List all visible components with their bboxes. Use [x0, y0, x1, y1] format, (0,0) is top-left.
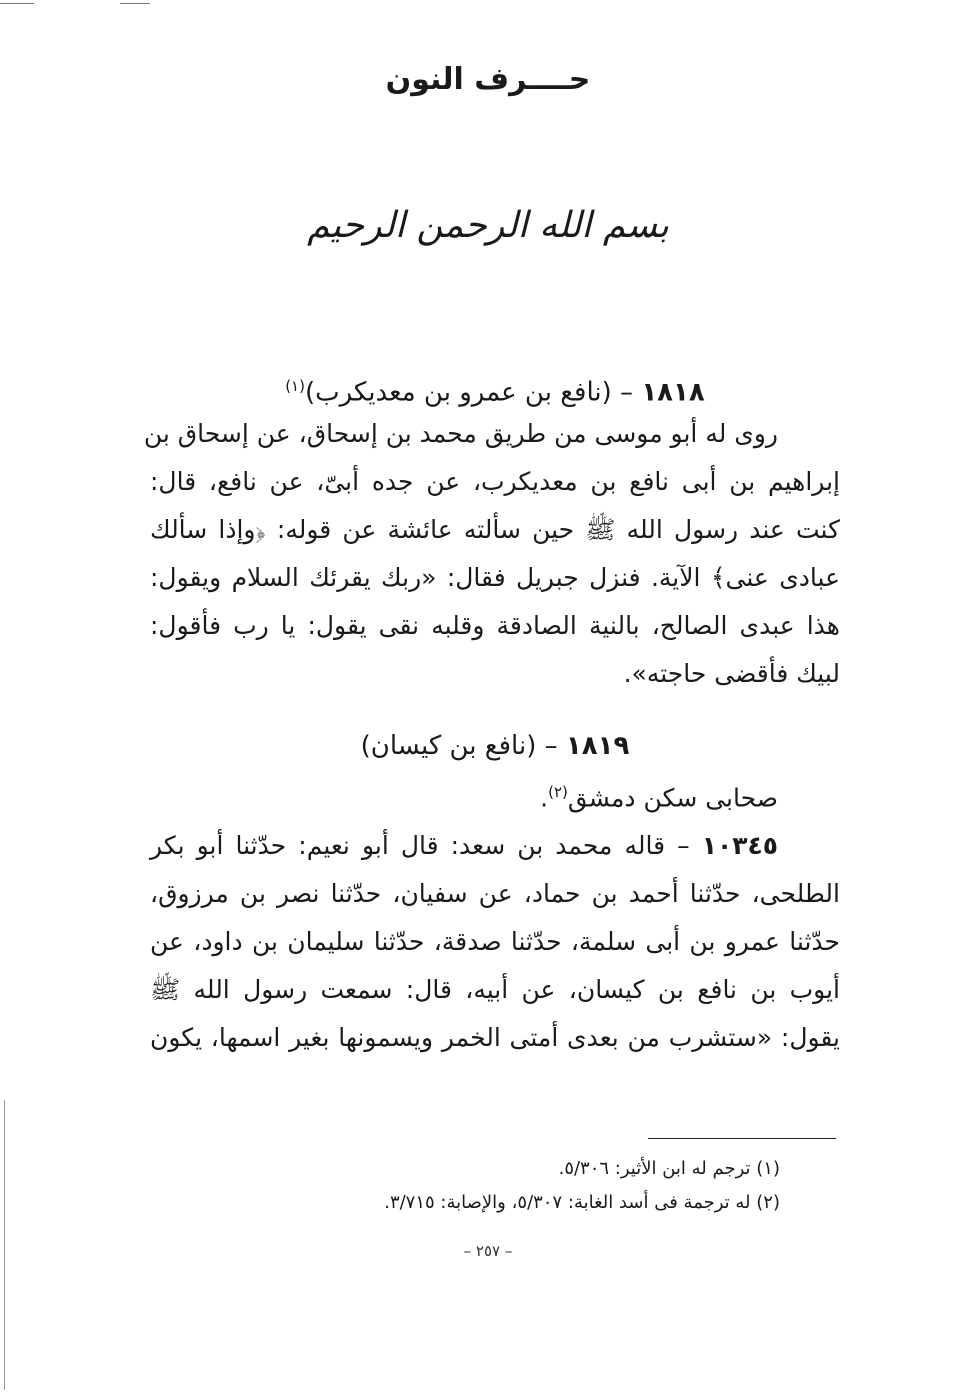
entry-1818-heading [150, 362, 840, 410]
basmala-calligraphy: بسم الله الرحمن الرحيم [307, 205, 669, 246]
page-number: – ٢٥٧ – [463, 1242, 513, 1260]
text-line: روى له أبو موسى من طريق محمد بن إسحاق، عن إسحاق بن [143, 419, 778, 448]
line-text: صحابى سكن دمشق [567, 783, 778, 813]
text-line [150, 768, 840, 816]
chapter-title: حــــرف النون [385, 62, 591, 97]
footnotes [280, 1152, 780, 1220]
text-line: كنت عند رسول الله ﷺ حين سألته عائشة عن قوله: ﴿وإذا سألك [150, 515, 840, 544]
footnote-2: (٢) له ترجمة فى أسد الغابة: ٥/٣٠٧، والإصابة: ٣/٧١٥. [384, 1192, 780, 1213]
scan-mark-top-left [0, 3, 34, 4]
text-line: الطلحى، حدّثنا أحمد بن حماد، عن سفيان، حدّثنا نصر بن مرزوق، [150, 879, 840, 908]
footnote-separator [648, 1138, 836, 1139]
text-line: يقول: «ستشرب من بعدى أمتى الخمر ويسمونها بغير اسمها، يكون [150, 1023, 840, 1052]
entry-number: ١٨١٨ [641, 377, 705, 408]
text-line: حدّثنا عمرو بن أبى سلمة، حدّثنا صدقة، حدّثنا سليمان بن داود، عن [150, 927, 840, 956]
entry-number: ١٨١٩ [565, 731, 630, 761]
footnote-ref: (١) [285, 377, 305, 395]
text-line [150, 822, 840, 870]
entry-1819-heading [150, 722, 840, 770]
entry-title: – (نافع بن كيسان) [360, 731, 558, 761]
hadith-number: ١٠٣٤٥ [701, 831, 779, 860]
text-line: هذا عبدى الصالح، بالنية الصادقة وقلبه نقى يقول: يا رب فأقول: [150, 611, 840, 640]
text-line: لبيك فأقضى حاجته». [623, 659, 840, 688]
entry-title: – (نافع بن عمرو بن معديكرب) [304, 377, 634, 408]
line-end: . [540, 783, 549, 813]
entry-1818-body [143, 410, 840, 698]
line-text: – قاله محمد بن سعد: قال أبو نعيم: حدّثنا أبو بكر [150, 831, 690, 860]
text-line: إبراهيم بن أبى نافع بن معديكرب، عن جده أبىّ، عن نافع، قال: [150, 467, 840, 496]
text-line: عبادى عنى﴾ الآية. فنزل جبريل فقال: «ربك يقرئك السلام ويقول: [150, 563, 840, 592]
scan-mark-top-center [120, 3, 150, 4]
footnote-1: (١) ترجم له ابن الأثير: ٥/٣٠٦. [558, 1158, 780, 1179]
footnote-ref: (٢) [548, 783, 568, 801]
entry-1819-body [150, 768, 840, 816]
text-line: أيوب بن نافع بن كيسان، عن أبيه، قال: سمعت رسول الله ﷺ [150, 975, 840, 1004]
hadith-10345-body [150, 822, 840, 1062]
